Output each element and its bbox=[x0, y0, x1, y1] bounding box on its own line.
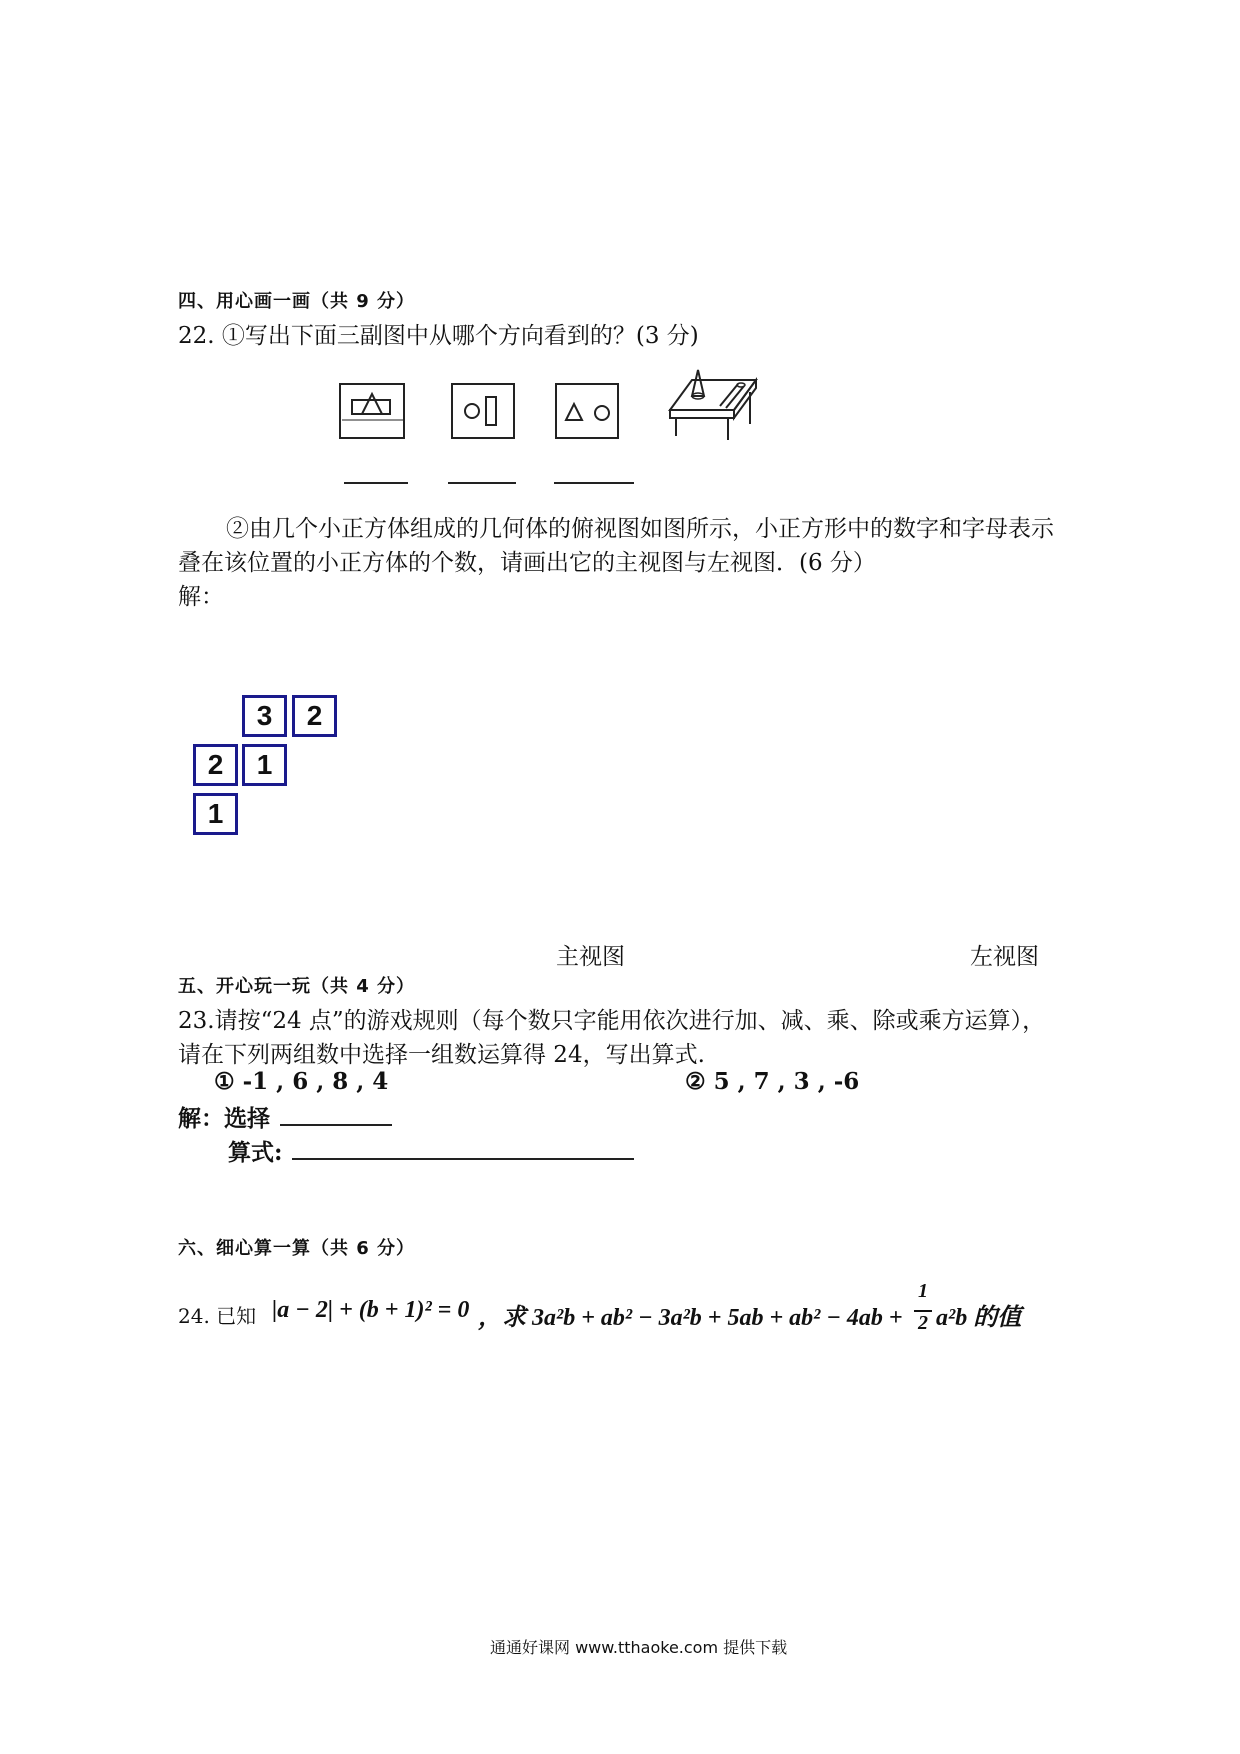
number-group-1: ① -1 , 6 , 8 , 4 bbox=[214, 1068, 389, 1095]
select-label: 解：选择 bbox=[178, 1105, 270, 1132]
grid-cell-r2c2: 1 bbox=[242, 744, 287, 786]
grid-cell-r3c1: 1 bbox=[193, 793, 238, 835]
left-view-label: 左视图 bbox=[970, 944, 1039, 970]
answer-blank-2[interactable] bbox=[448, 482, 516, 484]
q24-tail: a²b 的值 bbox=[936, 1305, 1022, 1331]
q23-line1: 23.请按“24 点”的游戏规则（每个数只字能用依次进行加、减、乘、除或乘方运算）， bbox=[178, 1008, 1046, 1034]
solid-objects-drawing bbox=[662, 360, 762, 450]
answer-label: 解： bbox=[178, 584, 224, 610]
grid-cell-r2c1: 2 bbox=[193, 744, 238, 786]
q22-part1: 22. ①写出下面三副图中从哪个方向看到的？(3 分) bbox=[178, 323, 699, 349]
section6-heading: 六、细心算一算（共 6 分） bbox=[178, 1238, 416, 1259]
formula-blank[interactable] bbox=[292, 1158, 634, 1160]
formula-label: 算式: bbox=[228, 1139, 283, 1166]
q24-expression: ，求 3a²b + ab² − 3a²b + 5ab + ab² − 4ab + bbox=[478, 1305, 903, 1331]
grid-cell-r1c2: 2 bbox=[292, 695, 337, 737]
q24-condition: |a − 2| + (b + 1)² = 0 bbox=[272, 1297, 470, 1323]
front-view-label: 主视图 bbox=[556, 944, 625, 970]
q24-fraction-denominator: 2 bbox=[918, 1312, 928, 1334]
q22-part2-line2: 叠在该位置的小正方体的个数，请画出它的主视图与左视图．(6 分） bbox=[178, 550, 876, 576]
view-figure-3 bbox=[552, 380, 622, 442]
answer-blank-1[interactable] bbox=[344, 482, 408, 484]
footer-text: 通通好课网 www.tthaoke.com 提供下载 bbox=[490, 1638, 788, 1657]
view-figure-1 bbox=[336, 380, 408, 442]
section5-heading: 五、开心玩一玩（共 4 分） bbox=[178, 976, 416, 997]
answer-blank-3[interactable] bbox=[554, 482, 634, 484]
grid-cell-r1c1: 3 bbox=[242, 695, 287, 737]
q24-fraction-numerator: 1 bbox=[918, 1280, 928, 1302]
select-blank[interactable] bbox=[280, 1124, 392, 1126]
view-figure-2 bbox=[448, 380, 518, 442]
section4-heading: 四、用心画一画（共 9 分） bbox=[178, 291, 416, 312]
q24-prefix: 24. 已知 bbox=[178, 1304, 257, 1328]
number-group-2: ② 5 , 7 , 3 , -6 bbox=[685, 1068, 860, 1095]
q22-part2-line1: ②由几个小正方体组成的几何体的俯视图如图所示，小正方形中的数字和字母表示 bbox=[226, 516, 1054, 542]
q23-line2: 请在下列两组数中选择一组数运算得 24，写出算式. bbox=[178, 1042, 705, 1068]
